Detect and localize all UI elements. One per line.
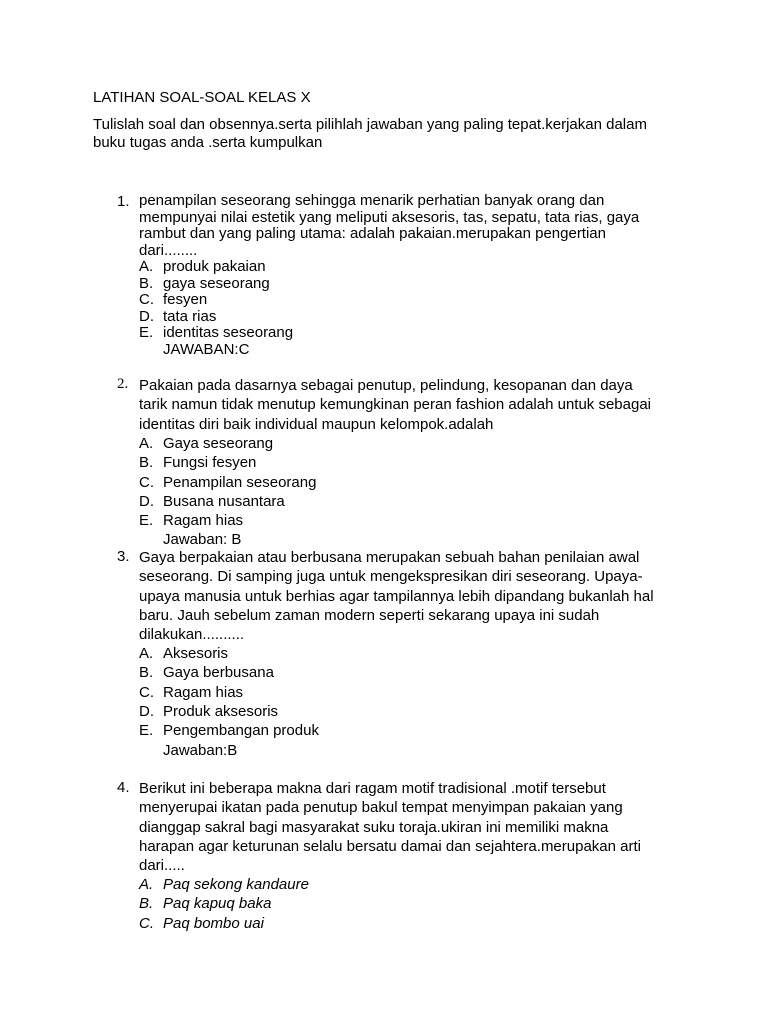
question-number: 4. — [117, 779, 130, 796]
question-line: penampilan seseorang sehingga menarik perhatian banyak orang dan — [139, 192, 605, 209]
option-text: Aksesoris — [163, 645, 229, 662]
option-text: Penampilan seseorang — [163, 473, 317, 491]
option-text: tata rias — [163, 307, 217, 325]
option-letter: E. — [139, 512, 154, 530]
option-letter: A. — [139, 876, 154, 893]
question-line: menyerupai ikatan pada penutup bakul tempat menyimpan pakaian yang — [139, 799, 623, 817]
option-text: Paq sekong kandaure — [163, 876, 309, 893]
option-letter: A. — [139, 258, 154, 275]
option-letter: D. — [139, 307, 154, 325]
answer-key: Jawaban:B — [163, 742, 238, 759]
option-text: Fungsi fesyen — [163, 454, 257, 472]
question-text — [139, 376, 699, 434]
question-line: dianggap sakral bagi masyarakat suku toraja.ukiran ini memiliki makna — [139, 818, 609, 836]
option-letter: B. — [139, 274, 154, 292]
option-letter: C. — [139, 914, 154, 932]
option-text: Busana nusantara — [163, 492, 285, 510]
option-letter: A. — [139, 645, 154, 662]
question-line: mempunyai nilai estetik yang meliputi aksesoris, tas, sepatu, tata rias, gaya — [139, 208, 640, 226]
document-title: LATIHAN SOAL-SOAL KELAS X — [93, 89, 311, 106]
option-text: Gaya seseorang — [163, 435, 274, 452]
option-text: Paq bombo uai — [163, 914, 264, 932]
question-line: rambut dan yang paling utama: adalah pakaian.merupakan pengertian — [139, 225, 606, 242]
question-line: baru. Jauh sebelum zaman modern seperti sekarang upaya ini sudah — [139, 606, 600, 624]
option-text: Ragam hias — [163, 512, 244, 530]
question-text — [139, 193, 699, 259]
instructions-line: buku tugas anda .serta kumpulkan — [93, 134, 323, 151]
option-letter: B. — [139, 895, 154, 913]
question-line: tarik namun tidak menutup kemungkinan peran fashion adalah untuk sebagai — [139, 396, 652, 414]
question-line: harapan agar keturunan selalu bersatu damai dan sejahtera.merupakan arti — [139, 837, 641, 855]
option-text: produk pakaian — [163, 258, 266, 275]
option-text: gaya seseorang — [163, 274, 270, 292]
option-text: Pengembangan produk — [163, 722, 319, 740]
instructions-line: Tulislah soal dan obsennya.serta pilihlah jawaban yang paling tepat.kerjakan dalam — [93, 116, 647, 133]
option-letter: C. — [139, 473, 154, 491]
option-letter: A. — [139, 435, 154, 452]
option-text: Paq kapuq baka — [163, 895, 272, 913]
option-text: Ragam hias — [163, 683, 244, 701]
question-text — [139, 548, 699, 644]
option-letter: B. — [139, 664, 154, 682]
option-text: fesyen — [163, 291, 208, 308]
question-line: dari........ — [139, 241, 198, 259]
option-letter: B. — [139, 454, 154, 472]
instructions — [93, 116, 693, 152]
question-text — [139, 779, 699, 875]
question-number: 3. — [117, 548, 130, 565]
question-line: Gaya berpakaian atau berbusana merupakan sebuah bahan penilaian awal — [139, 549, 640, 566]
question-line: dari..... — [139, 857, 185, 875]
option-letter: C. — [139, 291, 154, 308]
option-text: Produk aksesoris — [163, 702, 279, 720]
option-letter: D. — [139, 702, 154, 720]
answer-key: Jawaban: B — [163, 531, 242, 548]
question-number: 1. — [117, 193, 130, 210]
question-line: seseorang. Di samping juga untuk mengekspresikan diri seseorang. Upaya- — [139, 568, 643, 586]
question-line: dilakukan.......... — [139, 626, 245, 644]
option-letter: E. — [139, 722, 154, 740]
question-number: 2. — [117, 376, 129, 392]
option-letter: E. — [139, 324, 154, 341]
answer-key: JAWABAN:C — [163, 341, 250, 358]
option-text: identitas seseorang — [163, 324, 294, 341]
option-letter: C. — [139, 683, 154, 701]
question-line: Pakaian pada dasarnya sebagai penutup, pelindung, kesopanan dan daya — [139, 377, 633, 394]
question-line: identitas diri baik individual maupun kelompok.adalah — [139, 415, 494, 433]
option-text: Gaya berbusana — [163, 664, 274, 682]
option-letter: D. — [139, 492, 154, 510]
question-line: upaya manusia untuk berhias agar tampilannya lebih dipandang bukanlah hal — [139, 587, 654, 605]
question-line: Berikut ini beberapa makna dari ragam motif tradisional .motif tersebut — [139, 780, 606, 797]
